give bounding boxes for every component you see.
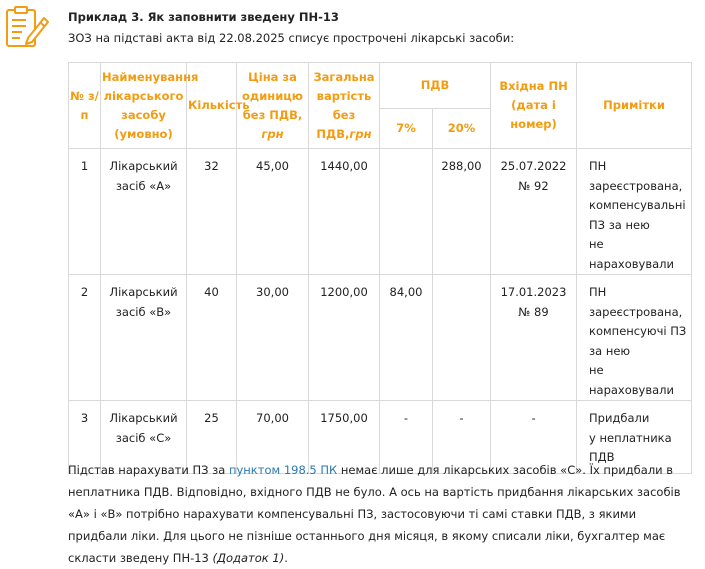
header-price: Ціна за одиницю без ПДВ, грн — [237, 63, 309, 149]
header-vat-20: 20% — [433, 109, 491, 149]
cell-no: 3 — [69, 401, 101, 474]
cell-incoming: - — [491, 401, 577, 474]
cell-qty: 25 — [187, 401, 237, 474]
cell-price: 70,00 — [237, 401, 309, 474]
cell-vat20: - — [433, 401, 491, 474]
cell-total: 1200,00 — [309, 275, 380, 401]
annex-reference: (Додаток 1) — [212, 551, 285, 565]
cell-qty: 40 — [187, 275, 237, 401]
example-title: Приклад 3. Як заповнити зведену ПН-13 — [68, 10, 339, 24]
clipboard-pencil-icon — [4, 4, 50, 52]
header-notes: Примітки — [577, 63, 692, 149]
cell-total: 1750,00 — [309, 401, 380, 474]
article-198-5-link[interactable]: пунктом 198.5 ПК — [228, 463, 338, 477]
cell-name: Лікарський засіб «В» — [101, 275, 187, 401]
table-row — [69, 149, 692, 275]
table-row — [69, 275, 692, 401]
header-no: № з/п — [69, 63, 101, 149]
cell-vat20: 288,00 — [433, 149, 491, 275]
header-incoming: Вхідна ПН (дата і номер) — [491, 63, 577, 149]
cell-vat7 — [380, 149, 433, 275]
header-vat-7: 7% — [380, 109, 433, 149]
header-vat: ПДВ — [380, 63, 491, 109]
cell-total: 1440,00 — [309, 149, 380, 275]
cell-note: ПН зареєстрована, компенсувальні ПЗ за нею не нараховували — [577, 149, 692, 275]
cell-no: 2 — [69, 275, 101, 401]
cell-vat7: 84,00 — [380, 275, 433, 401]
cell-note: ПН зареєстрована, компенсуючі ПЗ за нею не нараховували — [577, 275, 692, 401]
cell-name: Лікарський засіб «А» — [101, 149, 187, 275]
cell-vat20 — [433, 275, 491, 401]
cell-price: 45,00 — [237, 149, 309, 275]
explanation-paragraph: Підстав нарахувати ПЗ за пунктом 198.5 ПК немає лише для лікарських засобів «С». Їх придбали в неплатника ПДВ. Відповідно, вхідного ПДВ не було. А ось на вартість придбання лікарських засобів «А» і «В» потрібно нарахувати компенсувальні ПЗ, застосовуючи ті самі ставки ПДВ, з якими придбали ліки. Для цього не пізніше останнього дня місяця, в якому списали ліки, бухгалтер має скласти зведену ПН-13 (Додаток 1). — [68, 463, 681, 565]
cell-name: Лікарський засіб «С» — [101, 401, 187, 474]
cell-price: 30,00 — [237, 275, 309, 401]
intro-text: ЗОЗ на підставі акта від 22.08.2025 списує прострочені лікарські засоби: — [68, 31, 515, 45]
header-total: Загальна вартість без ПДВ,грн — [309, 63, 380, 149]
cell-note: Придбали у неплатника ПДВ — [577, 401, 692, 474]
pn-table — [68, 62, 692, 474]
cell-vat7: - — [380, 401, 433, 474]
header-qty: Кількість — [187, 63, 237, 149]
header-name: Найменування лікарського засобу (умовно) — [101, 63, 187, 149]
cell-no: 1 — [69, 149, 101, 275]
cell-incoming: 25.07.2022 № 92 — [491, 149, 577, 275]
cell-qty: 32 — [187, 149, 237, 275]
cell-incoming: 17.01.2023 № 89 — [491, 275, 577, 401]
